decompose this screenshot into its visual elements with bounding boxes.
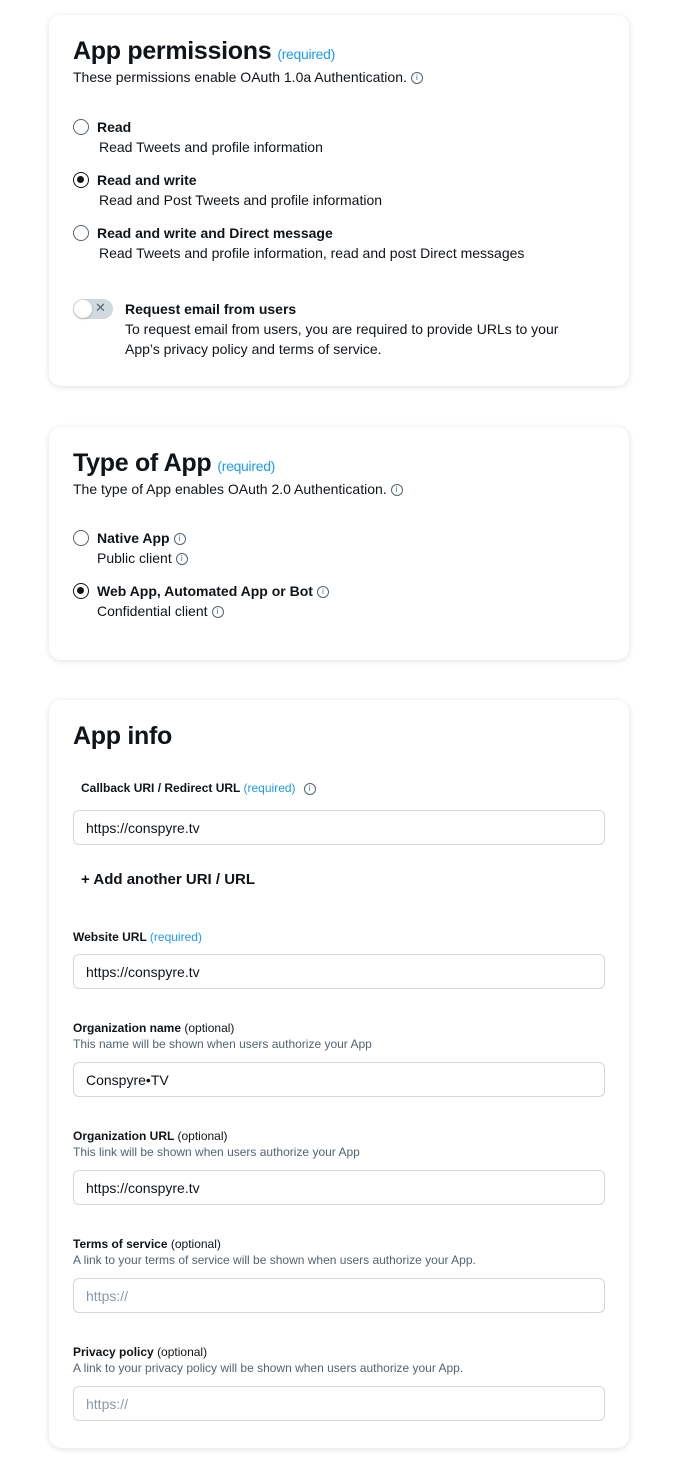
app-permissions-heading [73, 37, 335, 66]
org-name-input[interactable] [73, 1062, 605, 1097]
org-url-hint: This link will be shown when users authorize your App [73, 1145, 360, 1159]
optional-tag: (optional) [177, 1129, 228, 1143]
radio-button[interactable] [73, 530, 89, 546]
website-url-input[interactable] [73, 954, 605, 989]
info-icon[interactable]: i [411, 72, 423, 84]
close-icon: ✕ [95, 300, 106, 315]
required-tag: (required) [149, 930, 202, 944]
radio-button-selected[interactable] [73, 583, 89, 599]
add-another-uri-button[interactable]: + Add another URI / URL [81, 871, 256, 888]
info-icon[interactable]: i [174, 533, 186, 545]
info-icon[interactable]: i [391, 484, 403, 496]
subtitle-text: These permissions enable OAuth 1.0a Authentication. [73, 69, 407, 85]
info-icon[interactable]: i [304, 783, 316, 795]
radio-button[interactable] [73, 225, 89, 241]
tos-hint: A link to your terms of service will be shown when users authorize your App. [73, 1253, 476, 1267]
app-info-card [49, 700, 629, 1448]
radio-description [97, 550, 188, 566]
label-text: Web App, Automated App or Bot [97, 583, 313, 599]
optional-tag: (optional) [184, 1021, 235, 1035]
app-type-subtitle [73, 481, 403, 497]
radio-button[interactable] [73, 119, 89, 135]
type-of-app-heading [73, 449, 275, 478]
radio-description: Read Tweets and profile information, read and post Direct messages [99, 245, 525, 261]
label-text: Terms of service [73, 1237, 168, 1251]
radio-label: Read [97, 119, 132, 135]
terms-of-service-input[interactable] [73, 1278, 605, 1313]
app-permissions-card [49, 15, 629, 386]
required-tag: (required) [217, 458, 276, 474]
required-tag: (required) [277, 46, 336, 62]
website-url-label [73, 930, 202, 944]
optional-tag: (optional) [157, 1345, 208, 1359]
callback-url-input[interactable] [73, 810, 605, 845]
label-text: Website URL [73, 930, 147, 944]
required-tag: (required) [243, 781, 296, 795]
label-text: Native App [97, 530, 170, 546]
org-url-input[interactable] [73, 1170, 605, 1205]
privacy-label [73, 1345, 207, 1359]
label-text: Organization URL [73, 1129, 175, 1143]
request-email-toggle[interactable] [73, 299, 113, 319]
radio-label [97, 583, 329, 599]
label-text: Organization name [73, 1021, 182, 1035]
callback-label [81, 781, 316, 795]
toggle-knob [74, 300, 92, 318]
permissions-subtitle [73, 69, 423, 85]
radio-label: Read and write and Direct message [97, 225, 333, 241]
toggle-label: Request email from users [125, 301, 297, 317]
description-text: Public client [97, 550, 172, 566]
label-text: Privacy policy [73, 1345, 154, 1359]
toggle-description: To request email from users, you are required to provide URLs to your [125, 321, 559, 337]
tos-label [73, 1237, 221, 1251]
org-url-label [73, 1129, 228, 1143]
info-icon[interactable]: i [317, 586, 329, 598]
radio-description [97, 603, 224, 619]
optional-tag: (optional) [170, 1237, 221, 1251]
radio-button-selected[interactable] [73, 172, 89, 188]
privacy-hint: A link to your privacy policy will be shown when users authorize your App. [73, 1361, 464, 1375]
radio-label: Read and write [97, 172, 197, 188]
label-text: Callback URI / Redirect URL [81, 781, 241, 795]
section-title: App info [73, 722, 172, 750]
info-icon[interactable]: i [212, 606, 224, 618]
section-title: App permissions [73, 37, 272, 65]
radio-description: Read and Post Tweets and profile information [99, 192, 383, 208]
toggle-description: App’s privacy policy and terms of service. [125, 341, 382, 357]
radio-description: Read Tweets and profile information [99, 139, 323, 155]
org-name-label [73, 1021, 234, 1035]
type-of-app-card [49, 427, 629, 660]
info-icon[interactable]: i [176, 553, 188, 565]
radio-label [97, 530, 186, 546]
privacy-policy-input[interactable] [73, 1386, 605, 1421]
section-title: Type of App [73, 449, 212, 477]
org-name-hint: This name will be shown when users authorize your App [73, 1037, 372, 1051]
subtitle-text: The type of App enables OAuth 2.0 Authentication. [73, 481, 387, 497]
description-text: Confidential client [97, 603, 208, 619]
